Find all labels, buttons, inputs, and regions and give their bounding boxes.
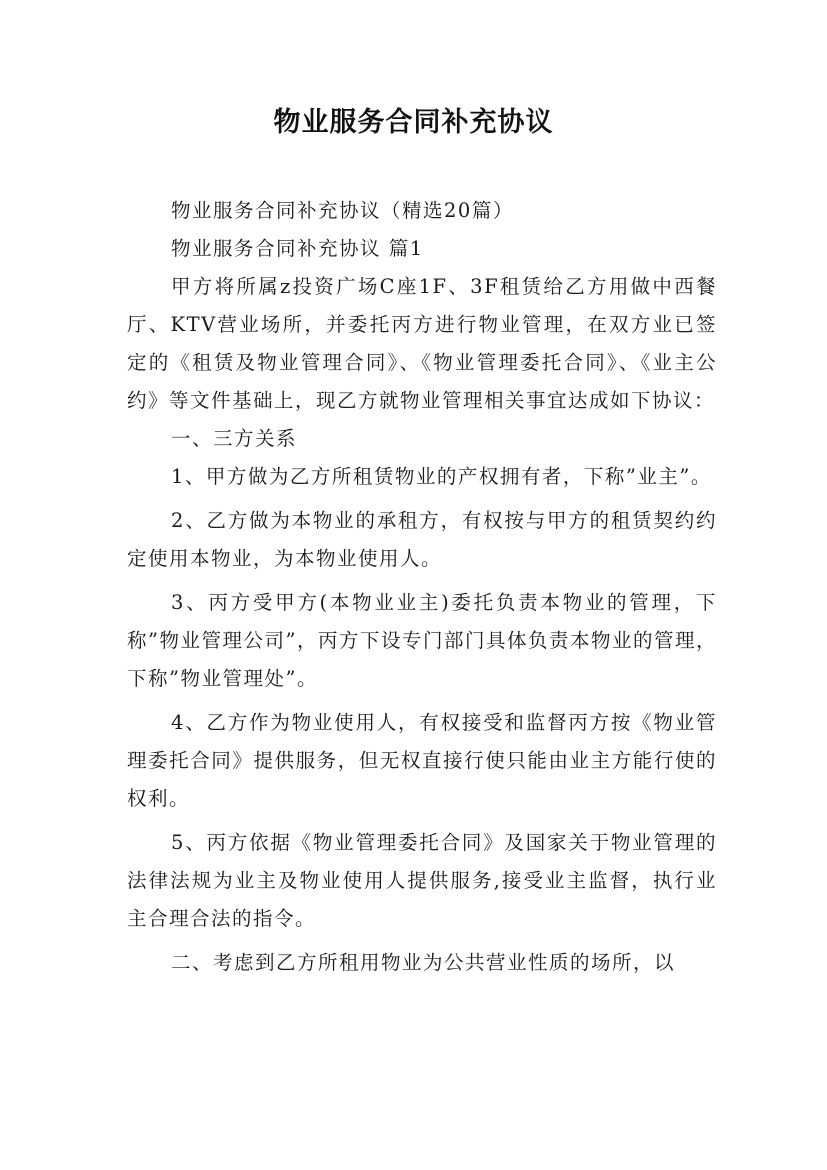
document-body xyxy=(127,192,717,982)
paragraph-heading-relationship: 一、三方关系 xyxy=(171,427,298,450)
paragraph-clause-4: 4、乙方作为物业使用人，有权接受和监督丙方按《物业管理委托合同》提供服务，但无权直接行使只能由业主方能行使的权利。 xyxy=(127,711,717,810)
document-title: 物业服务合同补充协议 xyxy=(273,107,554,138)
paragraph-subtitle: 物业服务合同补充协议（精选20篇） xyxy=(171,199,514,222)
paragraph-clause-1: 1、甲方做为乙方所租赁物业的产权拥有者，下称”业主”。 xyxy=(171,465,712,488)
paragraph-clause-5: 5、丙方依据《物业管理委托合同》及国家关于物业管理的法律法规为业主及物业使用人提供服务,接受业主监督，执行业主合理合法的指令。 xyxy=(127,831,717,930)
paragraph-clause-3: 3、丙方受甲方(本物业业主)委托负责本物业的管理，下称”物业管理公司”，丙方下设专门部门具体负责本物业的管理，下称”物业管理处”。 xyxy=(127,591,717,690)
paragraph-intro: 甲方将所属z投资广场C座1F、3F租赁给乙方用做中西餐厅、KTV营业场所，并委托丙方进行物业管理，在双方业已签定的《租赁及物业管理合同》、《物业管理委托合同》、《业主公约》等文件基础上，现乙方就物业管理相关事宜达成如下协议： xyxy=(127,275,717,412)
paragraph-section-two: 二、考虑到乙方所租用物业为公共营业性质的场所，以 xyxy=(171,951,676,974)
paragraph-clause-2: 2、乙方做为本物业的承租方，有权按与甲方的租赁契约约定使用本物业，为本物业使用人。 xyxy=(127,509,717,570)
paragraph-section-heading: 物业服务合同补充协议 篇1 xyxy=(171,237,424,260)
